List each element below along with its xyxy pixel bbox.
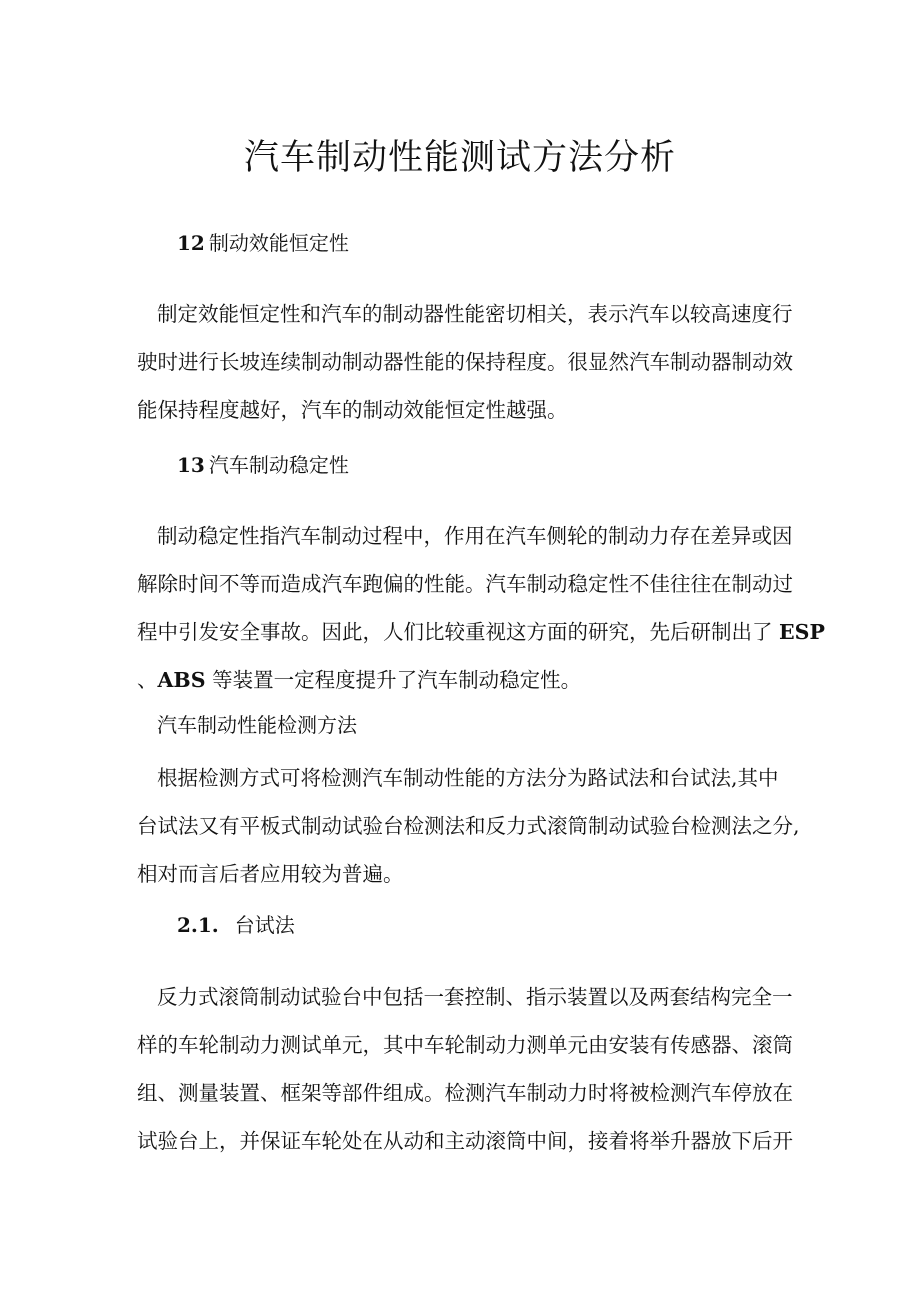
- paragraph-line-text: 程中引发安全事故。因此，人们比较重视这方面的研究，先后研制出了: [137, 620, 773, 644]
- paragraph-braking-stability: [137, 512, 825, 704]
- section-label: 台试法: [234, 913, 295, 937]
- esp-term: ESP: [779, 620, 825, 644]
- section-heading-2: [157, 711, 357, 739]
- section-heading-2-1: [177, 911, 295, 939]
- paragraph-line: 驶时进行长坡连续制动制动器性能的保持程度。很显然汽车制动器制动效: [137, 350, 793, 374]
- paragraph-line: 制动稳定性指汽车制动过程中，作用在汽车侧轮的制动力存在差异或因: [157, 524, 793, 548]
- paragraph-line: 台试法又有平板式制动试验台检测法和反力式滚筒制动试验台检测法之分,: [137, 814, 800, 838]
- paragraph-line: 能保持程度越好，汽车的制动效能恒定性越强。: [137, 398, 568, 422]
- section-label: 制动效能恒定性: [208, 231, 349, 255]
- paragraph-line: 试验台上，并保证车轮处在从动和主动滚筒中间，接着将举升器放下后开: [137, 1129, 793, 1153]
- paragraph-detection-methods: [137, 754, 800, 898]
- paragraph-line: 根据检测方式可将检测汽车制动性能的方法分为路试法和台试法,其中: [157, 766, 779, 790]
- section-label: 汽车制动性能检测方法: [157, 713, 357, 737]
- abs-term: ABS: [157, 668, 206, 692]
- section-number: 12: [177, 231, 205, 255]
- paragraph-line: [137, 608, 825, 656]
- paragraph-line: 反力式滚筒制动试验台中包括一套控制、指示装置以及两套结构完全一: [157, 985, 793, 1009]
- section-number: 13: [177, 453, 205, 477]
- section-heading-1-2: [177, 229, 349, 257]
- paragraph-bench-test: [137, 973, 792, 1165]
- paragraph-line: 相对而言后者应用较为普遍。: [137, 862, 404, 886]
- paragraph-line-text: 等装置一定程度提升了汽车制动稳定性。: [212, 668, 582, 692]
- paragraph-line: 制定效能恒定性和汽车的制动器性能密切相关，表示汽车以较高速度行: [157, 302, 793, 326]
- paragraph-line: 组、测量装置、框架等部件组成。检测汽车制动力时将被检测汽车停放在: [137, 1081, 793, 1105]
- section-label: 汽车制动稳定性: [208, 453, 349, 477]
- page-title: 汽车制动性能测试方法分析: [243, 138, 676, 178]
- section-heading-1-3: [177, 451, 349, 479]
- paragraph-line: 解除时间不等而造成汽车跑偏的性能。汽车制动稳定性不佳往往在制动过: [137, 572, 793, 596]
- paragraph-braking-efficiency-constancy: [137, 290, 792, 434]
- paragraph-line: [137, 656, 792, 704]
- paragraph-line: 样的车轮制动力测试单元，其中车轮制动力测单元由安装有传感器、滚筒: [137, 1033, 793, 1057]
- punctuation: 、: [137, 668, 158, 692]
- section-number: 2.1.: [177, 913, 219, 937]
